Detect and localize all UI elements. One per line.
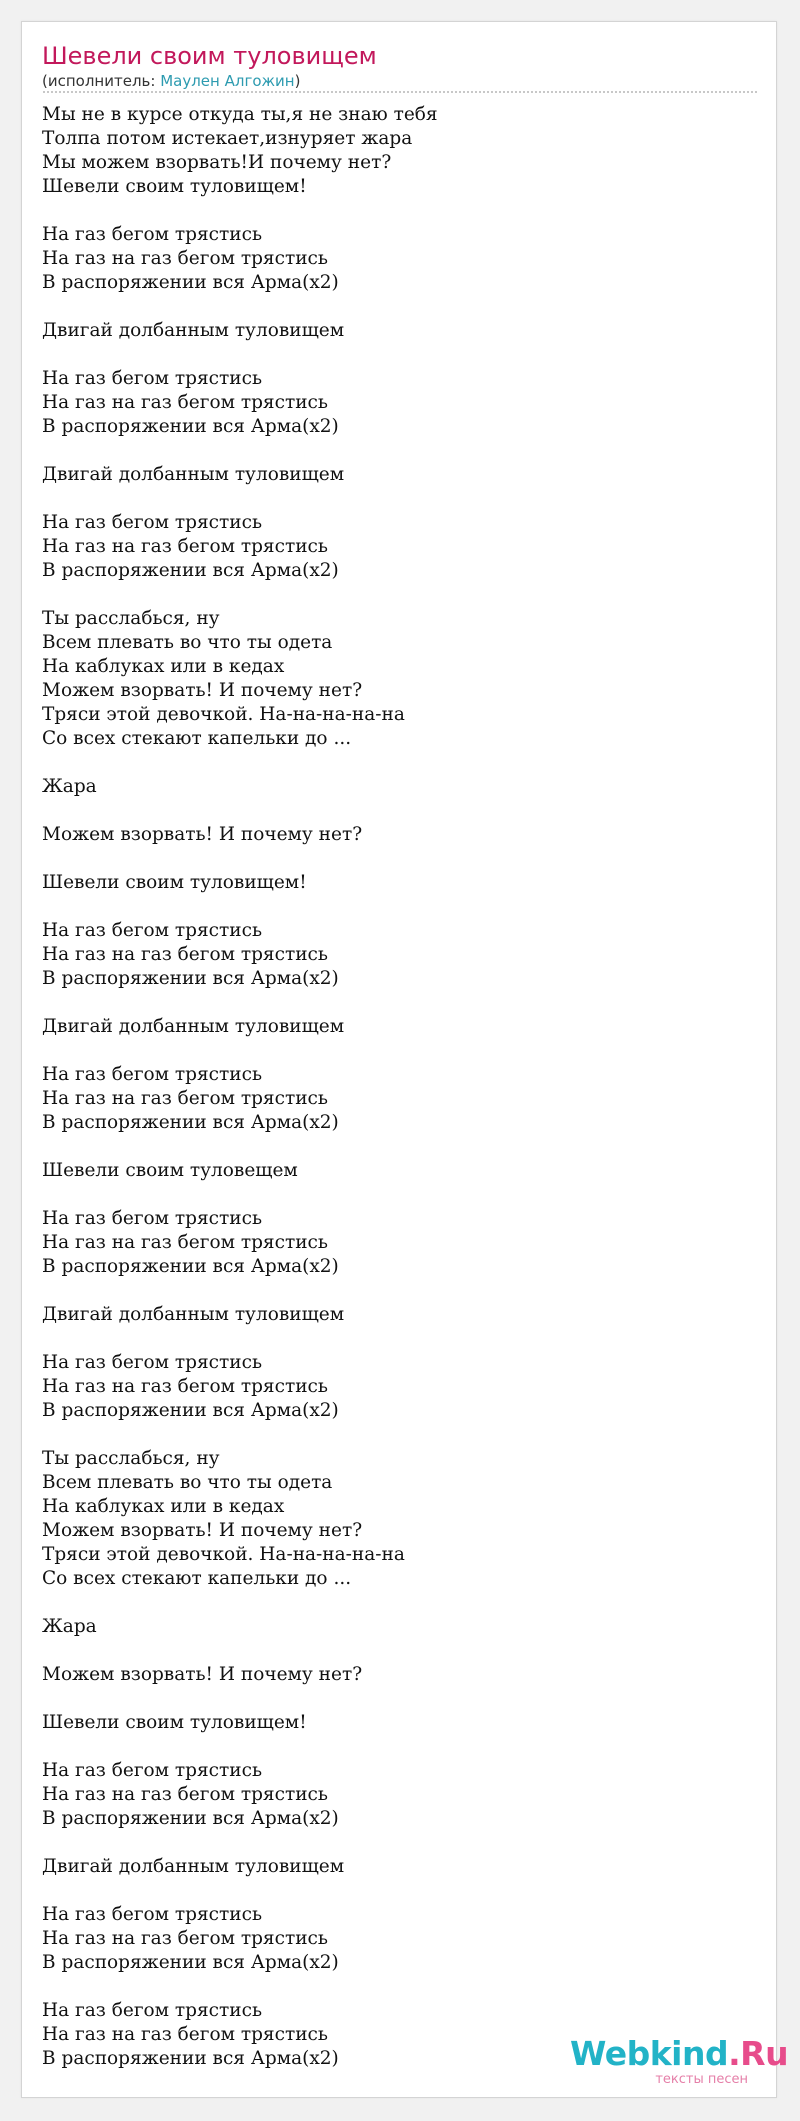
lyric-line: На газ на газ бегом трястись xyxy=(42,944,328,965)
blank-line xyxy=(42,895,742,919)
lyric-line: В распоряжении вся Арма(x2) xyxy=(42,272,339,293)
lyric-line: В распоряжении вся Арма(x2) xyxy=(42,560,339,581)
blank-line xyxy=(42,1039,742,1063)
lyric-line: Мы можем взорвать!И почему нет? xyxy=(42,152,392,173)
lyric-line: Тряси этой девочкой. На-на-на-на-на xyxy=(42,1544,405,1565)
blank-line xyxy=(42,799,742,823)
lyric-line: На газ бегом трястись xyxy=(42,224,263,245)
lyric-line: В распоряжении вся Арма(x2) xyxy=(42,968,339,989)
blank-line xyxy=(42,1279,742,1303)
lyric-line: В распоряжении вся Арма(x2) xyxy=(42,1400,339,1421)
lyric-line: В распоряжении вся Арма(x2) xyxy=(42,1256,339,1277)
artist-prefix: (исполнитель: xyxy=(42,72,161,90)
lyric-line: В распоряжении вся Арма(x2) xyxy=(42,1808,339,1829)
lyric-line: На газ бегом трястись xyxy=(42,368,263,389)
blank-line xyxy=(42,1879,742,1903)
lyric-line: Шевели своим туловещем xyxy=(42,1160,298,1181)
artist-line xyxy=(42,72,300,90)
lyric-line: Шевели своим туловищем! xyxy=(42,1712,307,1733)
lyric-line: Можем взорвать! И почему нет? xyxy=(42,824,363,845)
lyric-line: В распоряжении вся Арма(x2) xyxy=(42,1952,339,1973)
lyric-line: На газ бегом трястись xyxy=(42,1760,263,1781)
lyric-line: На газ на газ бегом трястись xyxy=(42,1784,328,1805)
lyric-line: Толпа потом истекает,изнуряет жара xyxy=(42,128,413,149)
blank-line xyxy=(42,199,742,223)
blank-line xyxy=(42,991,742,1015)
lyric-line: На газ на газ бегом трястись xyxy=(42,248,328,269)
blank-line xyxy=(42,751,742,775)
lyric-line: На газ бегом трястись xyxy=(42,2000,263,2021)
lyric-line: На газ на газ бегом трястись xyxy=(42,536,328,557)
lyric-line: Ты расслабься, ну xyxy=(42,608,220,629)
blank-line xyxy=(42,847,742,871)
blank-line xyxy=(42,487,742,511)
lyric-line: В распоряжении вся Арма(x2) xyxy=(42,1112,339,1133)
lyric-line: Двигай долбанным туловищем xyxy=(42,464,345,485)
lyric-line: На каблуках или в кедах xyxy=(42,1496,285,1517)
logo-wordmark xyxy=(570,2034,789,2073)
lyric-line: Жара xyxy=(42,1616,97,1637)
lyric-line: Со всех стекают капельки до ... xyxy=(42,1568,352,1589)
lyric-line: Можем взорвать! И почему нет? xyxy=(42,680,363,701)
blank-line xyxy=(42,439,742,463)
lyric-line: Жара xyxy=(42,776,97,797)
lyric-line: На каблуках или в кедах xyxy=(42,656,285,677)
lyric-line: Двигай долбанным туловищем xyxy=(42,1016,345,1037)
artist-suffix: ) xyxy=(294,72,301,90)
blank-line xyxy=(42,583,742,607)
logo-dot: . xyxy=(728,2034,741,2073)
lyric-line: Тряси этой девочкой. На-на-на-на-на xyxy=(42,704,405,725)
lyric-line: Можем взорвать! И почему нет? xyxy=(42,1664,363,1685)
blank-line xyxy=(42,1639,742,1663)
lyric-line: На газ бегом трястись xyxy=(42,512,263,533)
lyric-line: На газ на газ бегом трястись xyxy=(42,1088,328,1109)
lyric-line: На газ бегом трястись xyxy=(42,920,263,941)
header-divider xyxy=(43,91,757,93)
blank-line xyxy=(42,1735,742,1759)
lyric-line: В распоряжении вся Арма(x2) xyxy=(42,2048,339,2069)
lyric-line: Ты расслабься, ну xyxy=(42,1448,220,1469)
lyric-line: В распоряжении вся Арма(x2) xyxy=(42,416,339,437)
lyric-line: Двигай долбанным туловищем xyxy=(42,320,345,341)
blank-line xyxy=(42,1831,742,1855)
lyric-line: На газ бегом трястись xyxy=(42,1064,263,1085)
site-logo[interactable] xyxy=(570,2034,789,2091)
logo-main-text: Webkind xyxy=(570,2034,729,2073)
logo-tagline: тексты песен xyxy=(655,2072,748,2087)
lyric-line: На газ на газ бегом трястись xyxy=(42,1376,328,1397)
lyric-line: Двигай долбанным туловищем xyxy=(42,1856,345,1877)
lyric-line: На газ на газ бегом трястись xyxy=(42,1232,328,1253)
artist-link[interactable]: Маулен Алгожин xyxy=(160,72,295,90)
lyrics-text xyxy=(42,103,742,2071)
lyric-line: На газ на газ бегом трястись xyxy=(42,1928,328,1949)
lyric-line: Шевели своим туловищем! xyxy=(42,872,307,893)
blank-line xyxy=(42,1591,742,1615)
lyric-line: На газ бегом трястись xyxy=(42,1208,263,1229)
lyric-line: На газ бегом трястись xyxy=(42,1352,263,1373)
blank-line xyxy=(42,1687,742,1711)
lyric-line: Шевели своим туловищем! xyxy=(42,176,307,197)
blank-line xyxy=(42,1423,742,1447)
lyric-line: На газ бегом трястись xyxy=(42,1904,263,1925)
lyric-line: Со всех стекают капельки до ... xyxy=(42,728,352,749)
blank-line xyxy=(42,1183,742,1207)
lyric-line: Можем взорвать! И почему нет? xyxy=(42,1520,363,1541)
blank-line xyxy=(42,295,742,319)
page-title: Шевели своим туловищем xyxy=(42,42,377,70)
lyric-line: Мы не в курсе откуда ты,я не знаю тебя xyxy=(42,104,438,125)
blank-line xyxy=(42,343,742,367)
logo-tld: Ru xyxy=(740,2034,789,2073)
blank-line xyxy=(42,1135,742,1159)
lyric-line: На газ на газ бегом трястись xyxy=(42,392,328,413)
blank-line xyxy=(42,1327,742,1351)
lyrics-card xyxy=(21,21,789,2098)
lyric-line: Всем плевать во что ты одета xyxy=(42,1472,333,1493)
lyric-line: На газ на газ бегом трястись xyxy=(42,2024,328,2045)
blank-line xyxy=(42,1975,742,1999)
lyric-line: Всем плевать во что ты одета xyxy=(42,632,333,653)
lyric-line: Двигай долбанным туловищем xyxy=(42,1304,345,1325)
